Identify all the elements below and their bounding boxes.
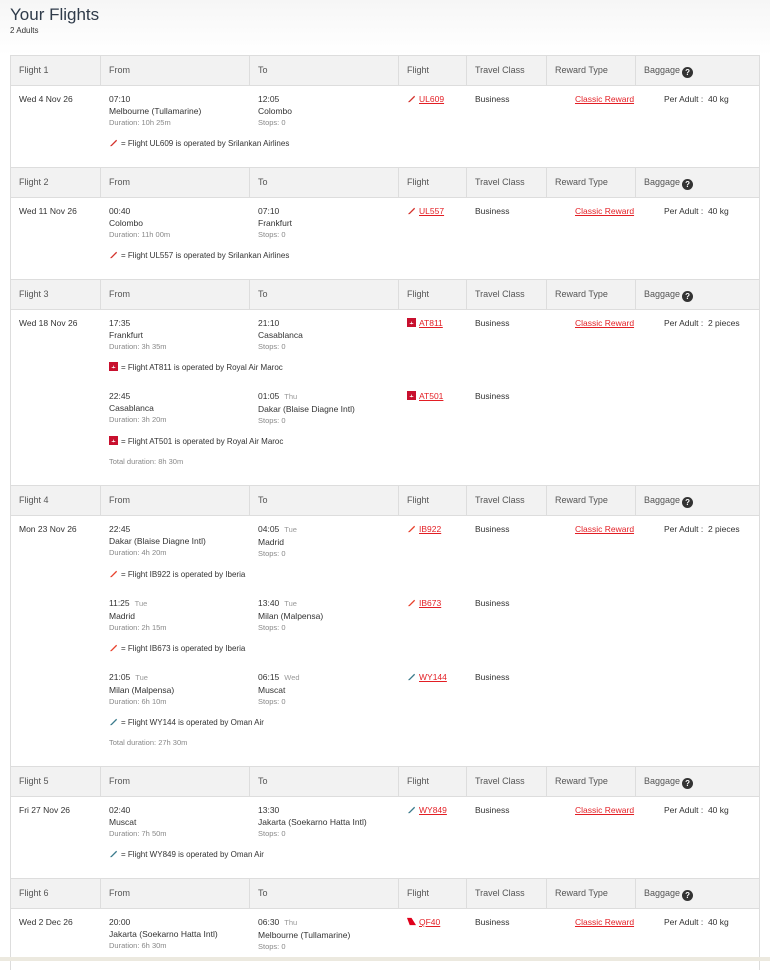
flight-segment <box>101 597 567 655</box>
operated-by-text: = Flight UL557 is operated by Srilankan Airlines <box>121 251 290 260</box>
segments <box>101 205 567 262</box>
duration: Duration: 6h 30m <box>109 941 167 950</box>
flight-date: Mon 23 Nov 26 <box>19 524 77 534</box>
iberia-airline-logo-icon <box>109 570 121 579</box>
reward-type-link[interactable]: Classic Reward <box>575 318 635 328</box>
flight-section <box>11 766 759 878</box>
arrival-time: 06:15 <box>258 672 280 682</box>
baggage-value: 2 pieces <box>707 318 740 328</box>
arrival-city: Milan (Malpensa) <box>258 611 324 621</box>
stops: Stops: 0 <box>258 230 286 239</box>
flight-header: Flight <box>399 56 467 85</box>
baggage-value: 40 kg <box>707 206 729 216</box>
travel-class: Business <box>475 805 510 815</box>
flight-number-label: Flight 3 <box>11 280 101 309</box>
operated-by-note <box>101 643 567 655</box>
operated-by-text: = Flight IB922 is operated by Iberia <box>121 570 246 579</box>
arrival-time: 07:10 <box>258 206 280 216</box>
baggage-allowance <box>656 804 759 861</box>
travel-class: Business <box>475 917 510 927</box>
travel-class: Business <box>475 318 510 328</box>
footer-divider <box>0 957 770 961</box>
segments <box>101 916 567 953</box>
reward-type-header: Reward Type <box>547 168 636 197</box>
travel-class-header: Travel Class <box>467 486 547 515</box>
flight-header: Flight <box>399 879 467 908</box>
departure-city: Colombo <box>109 218 144 228</box>
flight-segment <box>101 93 567 150</box>
arrival-time: 21:10 <box>258 318 280 328</box>
to-header: To <box>250 486 399 515</box>
baggage-value: 2 pieces <box>707 524 740 534</box>
flight-number-label: Flight 6 <box>11 879 101 908</box>
duration: Duration: 6h 10m <box>109 697 167 706</box>
flight-number-link[interactable]: WY144 <box>419 672 447 682</box>
arrival-city: Jakarta (Soekarno Hatta Intl) <box>258 817 367 827</box>
arrival-time: 13:30 <box>258 805 280 815</box>
reward-type-header: Reward Type <box>547 56 636 85</box>
flight-details-row <box>11 86 759 167</box>
rat-airline-logo-icon <box>407 318 419 328</box>
arrival-day: Wed <box>284 673 300 682</box>
srilankan-airline-logo-icon <box>407 94 419 104</box>
to-header: To <box>250 168 399 197</box>
arrival-time: 13:40 <box>258 598 280 608</box>
stops: Stops: 0 <box>258 623 286 632</box>
departure-time: 20:00 <box>109 917 131 927</box>
flight-section <box>11 55 759 167</box>
baggage-header <box>636 767 759 796</box>
to-header: To <box>250 879 399 908</box>
help-icon[interactable]: ? <box>682 890 693 901</box>
baggage-header <box>636 280 759 309</box>
oman-airline-logo-icon <box>407 672 419 682</box>
segments <box>101 317 567 468</box>
arrival-day: Thu <box>284 392 298 401</box>
duration: Duration: 11h 00m <box>109 230 171 239</box>
from-header: From <box>101 767 250 796</box>
departure-city: Frankfurt <box>109 330 144 340</box>
flight-number-link[interactable]: IB673 <box>419 598 442 608</box>
travel-class: Business <box>475 524 510 534</box>
page-title: Your Flights <box>10 5 100 24</box>
flight-details-row <box>11 198 759 279</box>
header-bar <box>0 0 770 55</box>
reward-type-header: Reward Type <box>547 767 636 796</box>
baggage-header <box>636 486 759 515</box>
departure-day: Tue <box>135 673 148 682</box>
departure-time: 22:45 <box>109 524 131 534</box>
help-icon[interactable]: ? <box>682 291 693 302</box>
arrival-time: 12:05 <box>258 94 280 104</box>
flight-header-row <box>11 879 759 909</box>
segments <box>101 523 567 749</box>
arrival-city: Casablanca <box>258 330 303 340</box>
arrival-time: 04:05 <box>258 524 280 534</box>
baggage-value: 40 kg <box>707 805 729 815</box>
baggage-header-label: Baggage <box>644 289 681 299</box>
baggage-allowance <box>656 916 759 953</box>
from-header: From <box>101 280 250 309</box>
help-icon[interactable]: ? <box>682 778 693 789</box>
help-icon[interactable]: ? <box>682 179 693 190</box>
srilankan-airline-logo-icon <box>407 206 419 216</box>
arrival-city: Muscat <box>258 685 286 695</box>
baggage-label: Per Adult : <box>664 94 704 104</box>
from-header: From <box>101 168 250 197</box>
arrival-city: Madrid <box>258 537 284 547</box>
arrival-city: Melbourne (Tullamarine) <box>258 930 351 940</box>
flight-number-link[interactable]: WY849 <box>419 805 447 815</box>
departure-city: Casablanca <box>109 403 154 413</box>
flight-segment <box>101 317 567 374</box>
operated-by-text: = Flight AT501 is operated by Royal Air Maroc <box>121 437 284 446</box>
flight-header-row <box>11 767 759 797</box>
flight-header-row <box>11 56 759 86</box>
baggage-allowance <box>656 93 759 150</box>
baggage-header-label: Baggage <box>644 65 681 75</box>
baggage-value: 40 kg <box>707 917 729 927</box>
flight-date: Wed 4 Nov 26 <box>19 94 73 104</box>
baggage-header <box>636 879 759 908</box>
baggage-header <box>636 168 759 197</box>
reward-type-header: Reward Type <box>547 486 636 515</box>
departure-time: 22:45 <box>109 391 131 401</box>
flight-segment <box>101 205 567 262</box>
operated-by-note <box>101 717 567 729</box>
reward-type-link[interactable]: Classic Reward <box>575 94 635 104</box>
departure-city: Melbourne (Tullamarine) <box>109 106 202 116</box>
flight-segment <box>101 916 567 953</box>
travel-class-header: Travel Class <box>467 879 547 908</box>
operated-by-note <box>101 569 567 581</box>
baggage-allowance <box>656 523 759 749</box>
flight-segment <box>101 671 567 729</box>
total-duration: Total duration: 27h 30m <box>109 738 188 747</box>
arrival-day: Thu <box>284 918 298 927</box>
help-icon[interactable]: ? <box>682 67 693 78</box>
flight-details-row <box>11 797 759 878</box>
flight-number-link[interactable]: UL609 <box>419 94 445 104</box>
departure-day: Tue <box>134 599 148 608</box>
flight-header-row <box>11 486 759 516</box>
total-duration: Total duration: 8h 30m <box>109 457 184 466</box>
flight-segment <box>101 390 567 448</box>
flight-details-row <box>11 310 759 485</box>
travel-class: Business <box>475 206 510 216</box>
departure-city: Dakar (Blaise Diagne Intl) <box>109 536 206 546</box>
baggage-label: Per Adult : <box>664 318 704 328</box>
arrival-city: Frankfurt <box>258 218 293 228</box>
travel-class-header: Travel Class <box>467 280 547 309</box>
operated-by-note <box>101 436 567 448</box>
to-header: To <box>250 767 399 796</box>
segments <box>101 804 567 861</box>
duration: Duration: 3h 20m <box>109 415 167 424</box>
passenger-count: 2 Adults <box>10 26 39 35</box>
travel-class-header: Travel Class <box>467 767 547 796</box>
flight-number-label: Flight 5 <box>11 767 101 796</box>
reward-type-link[interactable]: Classic Reward <box>575 206 635 216</box>
arrival-day: Tue <box>284 599 297 608</box>
flight-header: Flight <box>399 486 467 515</box>
travel-class-header: Travel Class <box>467 168 547 197</box>
travel-class: Business <box>475 598 510 608</box>
rat-airline-logo-icon <box>109 437 121 446</box>
flights-table <box>10 55 760 970</box>
baggage-value: 40 kg <box>707 94 729 104</box>
departure-time: 07:10 <box>109 94 131 104</box>
stops: Stops: 0 <box>258 416 286 425</box>
baggage-header <box>636 56 759 85</box>
baggage-label: Per Adult : <box>664 805 704 815</box>
flight-number-link[interactable]: UL557 <box>419 206 445 216</box>
stops: Stops: 0 <box>258 697 286 706</box>
reward-type-link[interactable]: Classic Reward <box>575 524 635 534</box>
stops: Stops: 0 <box>258 549 286 558</box>
operated-by-text: = Flight AT811 is operated by Royal Air Maroc <box>121 363 283 372</box>
duration: Duration: 2h 15m <box>109 623 167 632</box>
flight-date: Wed 2 Dec 26 <box>19 917 73 927</box>
flight-section <box>11 167 759 279</box>
departure-time: 21:05 <box>109 672 131 682</box>
flight-segment <box>101 523 567 581</box>
flight-number-link[interactable]: IB922 <box>419 524 442 534</box>
travel-class-header: Travel Class <box>467 56 547 85</box>
flight-header-row <box>11 280 759 310</box>
srilankan-airline-logo-icon <box>109 139 121 148</box>
flight-segment <box>101 804 567 861</box>
segments <box>101 93 567 150</box>
reward-type-link[interactable]: Classic Reward <box>575 805 635 815</box>
flight-details-row <box>11 516 759 766</box>
duration: Duration: 4h 20m <box>109 548 167 557</box>
flight-number-link[interactable]: AT811 <box>419 318 443 328</box>
from-header: From <box>101 486 250 515</box>
to-header: To <box>250 56 399 85</box>
baggage-label: Per Adult : <box>664 524 704 534</box>
operated-by-note <box>101 138 567 150</box>
iberia-airline-logo-icon <box>407 524 419 534</box>
help-icon[interactable]: ? <box>682 497 693 508</box>
to-header: To <box>250 280 399 309</box>
flight-header: Flight <box>399 168 467 197</box>
arrival-city: Colombo <box>258 106 293 116</box>
flight-number-label: Flight 4 <box>11 486 101 515</box>
arrival-city: Dakar (Blaise Diagne Intl) <box>258 404 355 414</box>
travel-class: Business <box>475 391 510 401</box>
departure-time: 00:40 <box>109 206 131 216</box>
departure-time: 11:25 <box>109 598 130 608</box>
oman-airline-logo-icon <box>407 805 419 815</box>
departure-city: Madrid <box>109 611 135 621</box>
flight-number-label: Flight 2 <box>11 168 101 197</box>
duration: Duration: 3h 35m <box>109 342 167 351</box>
baggage-header-label: Baggage <box>644 888 681 898</box>
operated-by-text: = Flight WY144 is operated by Oman Air <box>121 718 264 727</box>
stops: Stops: 0 <box>258 942 286 951</box>
flight-date: Wed 18 Nov 26 <box>19 318 78 328</box>
travel-class: Business <box>475 94 510 104</box>
stops: Stops: 0 <box>258 829 286 838</box>
departure-time: 02:40 <box>109 805 131 815</box>
reward-type-link[interactable]: Classic Reward <box>575 917 635 927</box>
flight-header: Flight <box>399 767 467 796</box>
flight-number-link[interactable]: QF40 <box>419 917 441 927</box>
flight-section <box>11 279 759 485</box>
departure-time: 17:35 <box>109 318 131 328</box>
operated-by-text: = Flight WY849 is operated by Oman Air <box>121 850 264 859</box>
iberia-airline-logo-icon <box>109 644 121 653</box>
arrival-time: 01:05 <box>258 391 280 401</box>
baggage-allowance <box>656 317 759 468</box>
arrival-day: Tue <box>284 525 297 534</box>
flight-number-link[interactable]: AT501 <box>419 391 444 401</box>
oman-airline-logo-icon <box>109 850 121 859</box>
baggage-label: Per Adult : <box>664 206 704 216</box>
departure-city: Milan (Malpensa) <box>109 685 175 695</box>
reward-type-header: Reward Type <box>547 879 636 908</box>
rat-airline-logo-icon <box>109 363 121 372</box>
flight-date: Fri 27 Nov 26 <box>19 805 71 815</box>
baggage-header-label: Baggage <box>644 495 681 505</box>
flight-date: Wed 11 Nov 26 <box>19 206 77 216</box>
stops: Stops: 0 <box>258 118 286 127</box>
flight-header: Flight <box>399 280 467 309</box>
qantas-airline-logo-icon <box>407 917 419 927</box>
stops: Stops: 0 <box>258 342 286 351</box>
baggage-header-label: Baggage <box>644 776 681 786</box>
operated-by-text: = Flight UL609 is operated by Srilankan Airlines <box>121 139 290 148</box>
duration: Duration: 10h 25m <box>109 118 171 127</box>
flight-header-row <box>11 168 759 198</box>
reward-type-header: Reward Type <box>547 280 636 309</box>
baggage-allowance <box>656 205 759 262</box>
srilankan-airline-logo-icon <box>109 251 121 260</box>
operated-by-note <box>101 250 567 262</box>
flight-section <box>11 485 759 766</box>
from-header: From <box>101 56 250 85</box>
operated-by-text: = Flight IB673 is operated by Iberia <box>121 644 246 653</box>
arrival-time: 06:30 <box>258 917 280 927</box>
departure-city: Jakarta (Soekarno Hatta Intl) <box>109 929 218 939</box>
from-header: From <box>101 879 250 908</box>
operated-by-note <box>101 362 567 374</box>
travel-class: Business <box>475 672 510 682</box>
departure-city: Muscat <box>109 817 137 827</box>
rat-airline-logo-icon <box>407 391 419 401</box>
oman-airline-logo-icon <box>109 718 121 727</box>
baggage-header-label: Baggage <box>644 177 681 187</box>
duration: Duration: 7h 50m <box>109 829 167 838</box>
flight-number-label: Flight 1 <box>11 56 101 85</box>
operated-by-note <box>101 849 567 861</box>
baggage-label: Per Adult : <box>664 917 704 927</box>
iberia-airline-logo-icon <box>407 598 419 608</box>
